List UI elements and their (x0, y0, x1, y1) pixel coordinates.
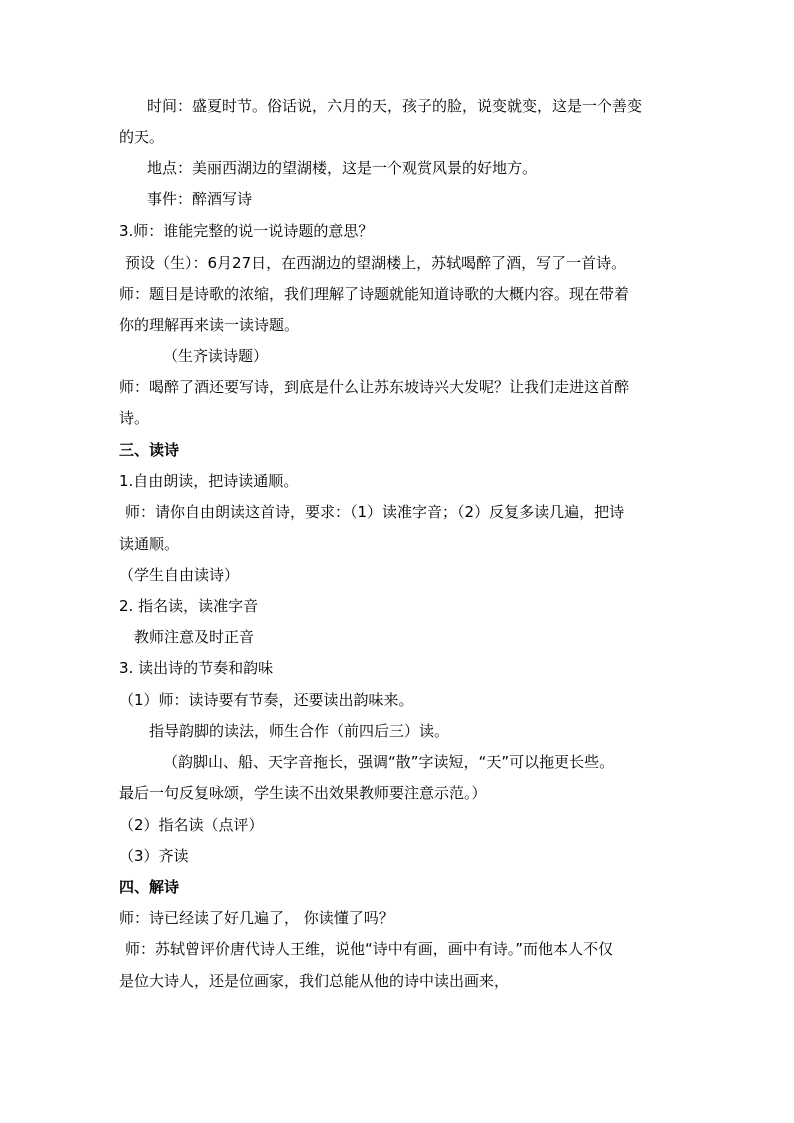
text-line-rhythm-1: （1）师：读诗要有节奏，还要读出韵味来。 (119, 691, 414, 709)
text-line-rhythm-3: （3）齐读 (119, 847, 189, 865)
text-line-teacher-5-cont: 是位大诗人，还是位画家，我们总能从他的诗中读出画来， (119, 972, 510, 990)
text-line-teacher-3: 师：请你自由朗读这首诗，要求：（1）读准字音；（2）反复多读几遍，把诗 (125, 503, 625, 521)
text-line-teacher-1-cont: 你的理解再来读一读诗题。 (119, 316, 300, 334)
text-line-preset: 预设（生）：6月27日，在西湖边的望湖楼上，苏轼喝醉了酒，写了一首诗。 (125, 254, 627, 272)
text-line-rhyme-note: （韵脚山、船、天字音拖长，强调“散”字读短，“天”可以拖更长些。 (163, 753, 615, 771)
section-heading-read-poem: 三、读诗 (119, 441, 180, 459)
text-line-teacher-5: 师：苏轼曾评价唐代诗人王维，说他“诗中有画，画中有诗。”而他本人不仅 (125, 940, 614, 958)
text-line-event: 事件：醉酒写诗 (147, 190, 253, 208)
text-line-time: 时间：盛夏时节。俗话说，六月的天，孩子的脸，说变就变，这是一个善变 (147, 97, 643, 115)
text-line-rhyme-note-cont: 最后一句反复咏颂，学生读不出效果教师要注意示范。） (119, 784, 487, 802)
text-line-named-read: 2. 指名读，读准字音 (119, 597, 259, 615)
section-heading-explain-poem: 四、解诗 (119, 878, 180, 896)
text-line-teacher-2: 师：喝醉了酒还要写诗，到底是什么让苏东坡诗兴大发呢？让我们走进这首醉 (119, 378, 630, 396)
text-line-question: 3.师：谁能完整的说一说诗题的意思？ (119, 222, 374, 240)
text-line-free-read: 1.自由朗读，把诗读通顺。 (119, 472, 299, 490)
text-line-correct-pronunciation: 教师注意及时正音 (134, 628, 255, 646)
text-line-time-cont: 的天。 (119, 128, 165, 146)
text-line-rhyme-guide: 指导韵脚的读法，师生合作（前四后三）读。 (149, 722, 450, 740)
text-line-teacher-4: 师：诗已经读了好几遍了， 你读懂了吗？ (119, 909, 394, 927)
text-line-rhythm: 3. 读出诗的节奏和韵味 (119, 659, 274, 677)
text-line-teacher-2-cont: 诗。 (119, 409, 150, 427)
text-line-rhythm-2: （2）指名读（点评） (119, 816, 264, 834)
text-line-students-read: （学生自由读诗） (119, 566, 240, 584)
text-line-teacher-3-cont: 读通顺。 (119, 535, 180, 553)
text-line-place: 地点：美丽西湖边的望湖楼，这是一个观赏风景的好地方。 (147, 159, 538, 177)
text-line-teacher-1: 师：题目是诗歌的浓缩，我们理解了诗题就能知道诗歌的大概内容。现在带着 (119, 285, 630, 303)
text-line-read-title: （生齐读诗题） (163, 347, 269, 365)
